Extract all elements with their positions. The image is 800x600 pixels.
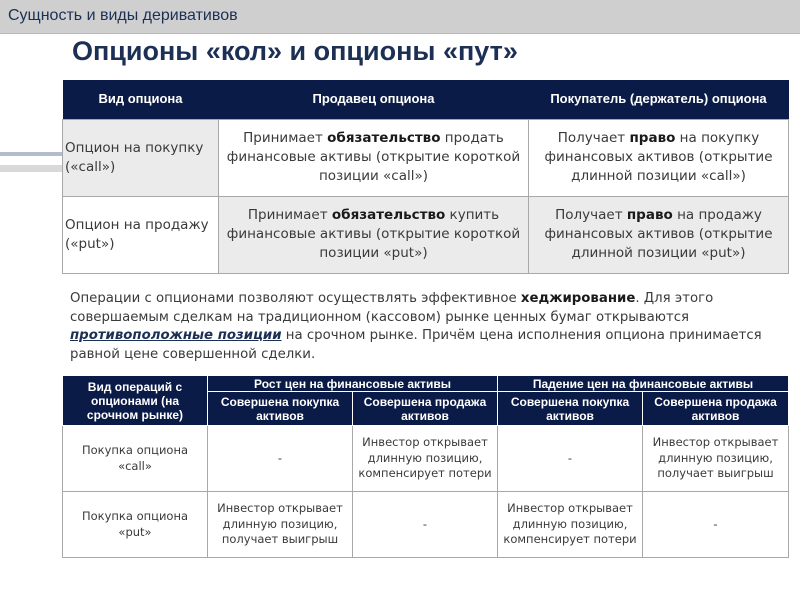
table-cell: - [208,426,353,492]
decorative-accent-line [0,152,62,156]
cell-buyer-call: Получает право на покупку финансовых активов (открытие длинной позиции «call») [529,119,789,196]
table-cell: - [643,492,789,558]
table-cell: Инвестор открывает длинную позицию, компенсирует потери [498,492,643,558]
table-header-row [63,80,789,119]
table-cell: Инвестор открывает длинную позицию, получает выигрыш [643,426,789,492]
cell-seller-call: Принимает обязательство продать финансовые активы (открытие короткой позиции «call») [219,119,529,196]
hedging-operations-table [62,375,789,558]
subheader-fall-sale: Совершена продажа активов [643,392,789,426]
row-label-put: Опцион на продажу («put») [63,196,219,273]
page-title: Опционы «кол» и опционы «пут» [72,36,518,66]
group-header-price-fall: Падение цен на финансовые активы [498,376,789,392]
cell-seller-put: Принимает обязательство купить финансовые активы (открытие короткой позиции «put») [219,196,529,273]
table-row [63,492,789,558]
row-label-put-purchase: Покупка опциона «put» [63,492,208,558]
column-header-seller: Продавец опциона [219,80,529,119]
header-title: Сущность и виды деривативов [8,7,238,24]
cell-buyer-put: Получает право на продажу финансовых активов (открытие длинной позиции «put») [529,196,789,273]
subheader-fall-purchase: Совершена покупка активов [498,392,643,426]
options-types-table [62,80,789,274]
row-label-call: Опцион на покупку («call») [63,119,219,196]
table-row [63,119,789,196]
column-header-operation-type: Вид операций с опционами (на срочном рынке) [63,376,208,426]
header-divider [0,33,800,34]
hedging-paragraph: Операции с опционами позволяют осуществлять эффективное хеджирование. Для этого совершаемым сделкам на традиционном (кассовом) рынке ценных бумаг открываются противоположные позиции на срочном рынке. Причём цена исполнения опциона принимается равной цене совершенной сделки. [70,291,762,362]
column-header-buyer: Покупатель (держатель) опциона [529,80,789,119]
table-cell: - [498,426,643,492]
decorative-accent-bar [0,165,62,172]
table-header-row [63,376,789,392]
table-row [63,426,789,492]
highlighted-phrase: противоположные позиции [70,328,282,343]
subheader-rise-sale: Совершена продажа активов [353,392,498,426]
table-cell: - [353,492,498,558]
column-header-option-type: Вид опциона [63,80,219,119]
table-cell: Инвестор открывает длинную позицию, компенсирует потери [353,426,498,492]
table-cell: Инвестор открывает длинную позицию, получает выигрыш [208,492,353,558]
subheader-rise-purchase: Совершена покупка активов [208,392,353,426]
group-header-price-rise: Рост цен на финансовые активы [208,376,498,392]
header-bar [0,0,800,33]
table-row [63,196,789,273]
row-label-call-purchase: Покупка опциона «call» [63,426,208,492]
